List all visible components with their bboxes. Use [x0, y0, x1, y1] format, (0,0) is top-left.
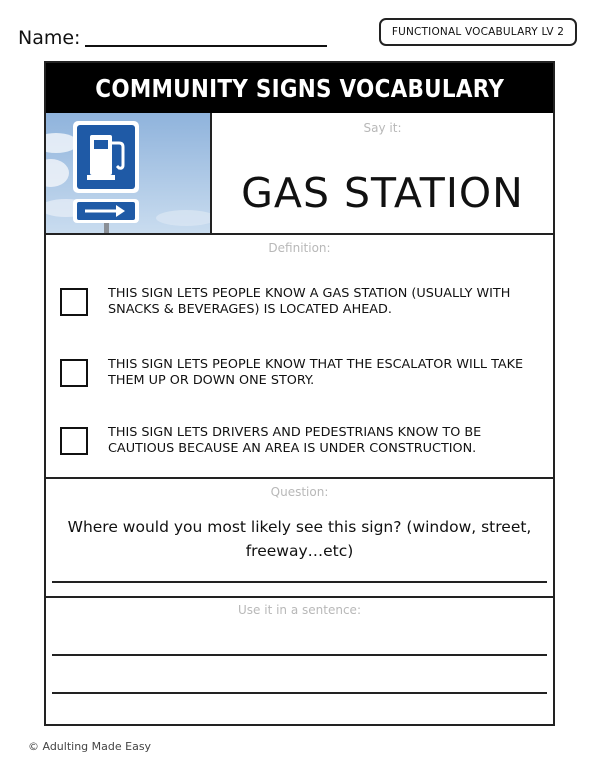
definition-option-2[interactable] [60, 357, 543, 389]
divider [46, 233, 553, 235]
sentence-write-line-1[interactable] [52, 654, 547, 656]
checkbox[interactable] [60, 359, 88, 387]
option-text: THIS SIGN LETS PEOPLE KNOW A GAS STATION (USUALLY WITH SNACKS & BEVERAGES) IS LOCATED AHEAD. [108, 286, 511, 317]
worksheet-title [46, 63, 553, 113]
definition-option-1[interactable] [60, 286, 543, 318]
copyright-footer: © Adulting Made Easy [28, 740, 152, 753]
vocabulary-word: GAS STATION [241, 169, 524, 217]
name-write-line[interactable] [85, 45, 327, 47]
answer-write-line[interactable] [52, 581, 547, 583]
question-label: Question: [270, 485, 329, 499]
checkbox[interactable] [60, 288, 88, 316]
worksheet-title-text: COMMUNITY SIGNS VOCABULARY [95, 73, 504, 103]
say-it-label: Say it: [363, 121, 402, 135]
definition-option-3[interactable] [60, 425, 543, 457]
gas-pump-sign-icon [46, 113, 210, 233]
definition-label: Definition: [268, 241, 331, 255]
level-badge: FUNCTIONAL VOCABULARY LV 2 [379, 18, 577, 46]
sentence-label: Use it in a sentence: [238, 603, 361, 617]
divider [46, 596, 553, 598]
name-field [18, 22, 327, 48]
name-label: Name: [18, 27, 81, 49]
question-text: Where would you most likely see this sign? (window, street, freeway…etc) [67, 518, 532, 560]
say-it-cell [212, 113, 553, 233]
divider [46, 477, 553, 479]
option-text: THIS SIGN LETS DRIVERS AND PEDESTRIANS KNOW TO BE CAUTIOUS BECAUSE AN AREA IS UNDER CONSTRUCTION. [108, 425, 482, 456]
gas-station-sign-photo [46, 113, 212, 233]
worksheet-card [44, 61, 555, 726]
sentence-write-line-2[interactable] [52, 692, 547, 694]
checkbox[interactable] [60, 427, 88, 455]
option-text: THIS SIGN LETS PEOPLE KNOW THAT THE ESCALATOR WILL TAKE THEM UP OR DOWN ONE STORY. [108, 357, 524, 388]
